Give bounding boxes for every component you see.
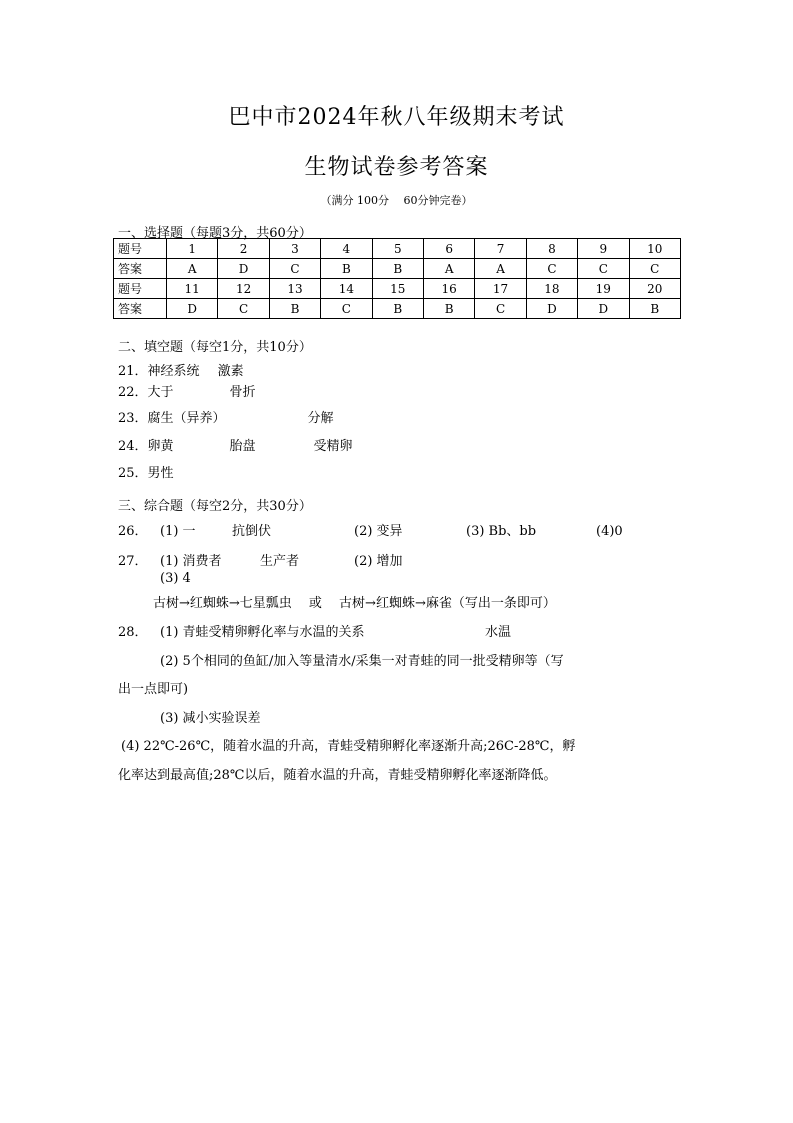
question-number: 28． [118, 625, 148, 640]
table-row [114, 259, 681, 279]
table-cell: 18 [526, 279, 577, 299]
table-cell: 17 [475, 279, 526, 299]
table-cell: B [629, 299, 680, 319]
table-cell: A [167, 259, 218, 279]
table-cell: C [269, 259, 320, 279]
question-number: 23． [118, 411, 148, 426]
answer-text: 腐生（异养） [147, 411, 226, 426]
row-label: 答案 [114, 299, 167, 319]
answer-22 [118, 381, 256, 400]
answer-text: (3) Bb、bb [466, 524, 537, 539]
table-cell: 12 [218, 279, 269, 299]
table-cell: C [526, 259, 577, 279]
answer-text: 男性 [147, 466, 174, 481]
table-cell: 14 [321, 279, 372, 299]
table-cell: B [269, 299, 320, 319]
answer-21 [118, 360, 244, 379]
table-cell: 15 [372, 279, 423, 299]
answer-text: 卵黄 [147, 439, 174, 454]
answer-text: 抗倒伏 [232, 524, 272, 539]
table-cell: 11 [167, 279, 218, 299]
answer-text: 受精卵 [313, 439, 353, 454]
question-number: 27． [118, 554, 148, 569]
table-cell: D [218, 259, 269, 279]
table-cell: C [475, 299, 526, 319]
question-number: 24． [118, 439, 148, 454]
answer-27 [118, 550, 403, 569]
row-label: 题号 [114, 239, 167, 259]
table-cell: A [423, 259, 474, 279]
row-label: 答案 [114, 259, 167, 279]
table-cell: 3 [269, 239, 320, 259]
table-cell: 16 [423, 279, 474, 299]
table-row [114, 279, 681, 299]
table-cell: 5 [372, 239, 423, 259]
table-cell: C [629, 259, 680, 279]
table-cell: D [578, 299, 629, 319]
answer-28 [118, 621, 511, 640]
table-cell: 19 [578, 279, 629, 299]
table-cell: B [321, 259, 372, 279]
answer-text: 激素 [217, 364, 244, 379]
answer-27-part3: (3) 4 [160, 571, 191, 586]
answer-28-part4-cont: 化率达到最高值;28℃以后，随着水温的升高，青蛙受精卵孵化率逐渐降低。 [118, 768, 557, 783]
question-number: 26． [118, 524, 148, 539]
answer-text: (4)0 [596, 524, 623, 539]
page-title: 巴中市2024年秋八年级期末考试 [228, 105, 565, 130]
document-subtitle: 生物试卷参考答案 [304, 155, 489, 180]
table-cell: B [372, 259, 423, 279]
answer-table [113, 238, 681, 319]
answer-text: 大于 [147, 385, 174, 400]
table-row [114, 239, 681, 259]
answer-25 [118, 462, 174, 481]
question-number: 25． [118, 466, 148, 481]
table-cell: D [526, 299, 577, 319]
table-cell: 9 [578, 239, 629, 259]
answer-text: (2) 增加 [354, 554, 403, 569]
answer-28-part2: (2) 5个相同的鱼缸/加入等量清水/采集一对青蛙的同一批受精卵等（写 [160, 654, 564, 669]
table-cell: A [475, 259, 526, 279]
answer-text: (1) 消费者 [160, 554, 222, 569]
table-row [114, 299, 681, 319]
answer-24 [118, 435, 353, 454]
answer-28-part2-cont: 出一点即可) [118, 682, 189, 697]
table-cell: C [321, 299, 372, 319]
table-cell: 1 [167, 239, 218, 259]
answer-28-part4: (4) 22℃-26℃，随着水温的升高，青蛙受精卵孵化率逐渐升高;26C-28℃，孵 [121, 739, 576, 754]
food-chain-text: 古树→红蜘蛛→七星瓢虫 或 古树→红蜘蛛→麻雀（写出一条即可） [153, 596, 556, 611]
table-cell: 13 [269, 279, 320, 299]
answer-text: (1) 青蛙受精卵孵化率与水温的关系 [160, 625, 365, 640]
answer-text: 骨折 [229, 385, 256, 400]
answer-text: (2) 变异 [354, 524, 403, 539]
table-cell: C [218, 299, 269, 319]
answer-text: (1) 一 [160, 524, 196, 539]
section-3-heading: 三、综合题（每空2分，共30分） [118, 499, 312, 514]
answer-text: 胎盘 [229, 439, 256, 454]
table-cell: 6 [423, 239, 474, 259]
answer-text: 生产者 [260, 554, 300, 569]
table-cell: 8 [526, 239, 577, 259]
table-cell: C [578, 259, 629, 279]
section-2-heading: 二、填空题（每空1分，共10分） [118, 340, 312, 355]
score-note: （满分 100分 60分钟完卷） [320, 194, 473, 207]
table-cell: 10 [629, 239, 680, 259]
answer-text: 分解 [307, 411, 334, 426]
table-cell: 20 [629, 279, 680, 299]
table-cell: 4 [321, 239, 372, 259]
question-number: 22． [118, 385, 148, 400]
table-cell: 2 [218, 239, 269, 259]
row-label: 题号 [114, 279, 167, 299]
answer-text: 神经系统 [147, 364, 200, 379]
question-number: 21． [118, 364, 148, 379]
table-cell: B [423, 299, 474, 319]
answer-text: 水温 [485, 625, 512, 640]
table-cell: 7 [475, 239, 526, 259]
table-cell: D [167, 299, 218, 319]
answer-23 [118, 407, 334, 426]
answer-28-part3: (3) 减小实验误差 [160, 711, 261, 726]
table-cell: B [372, 299, 423, 319]
section-1-heading: 一、选择题（每题3分，共60分） [118, 226, 312, 241]
answer-26 [118, 520, 623, 539]
